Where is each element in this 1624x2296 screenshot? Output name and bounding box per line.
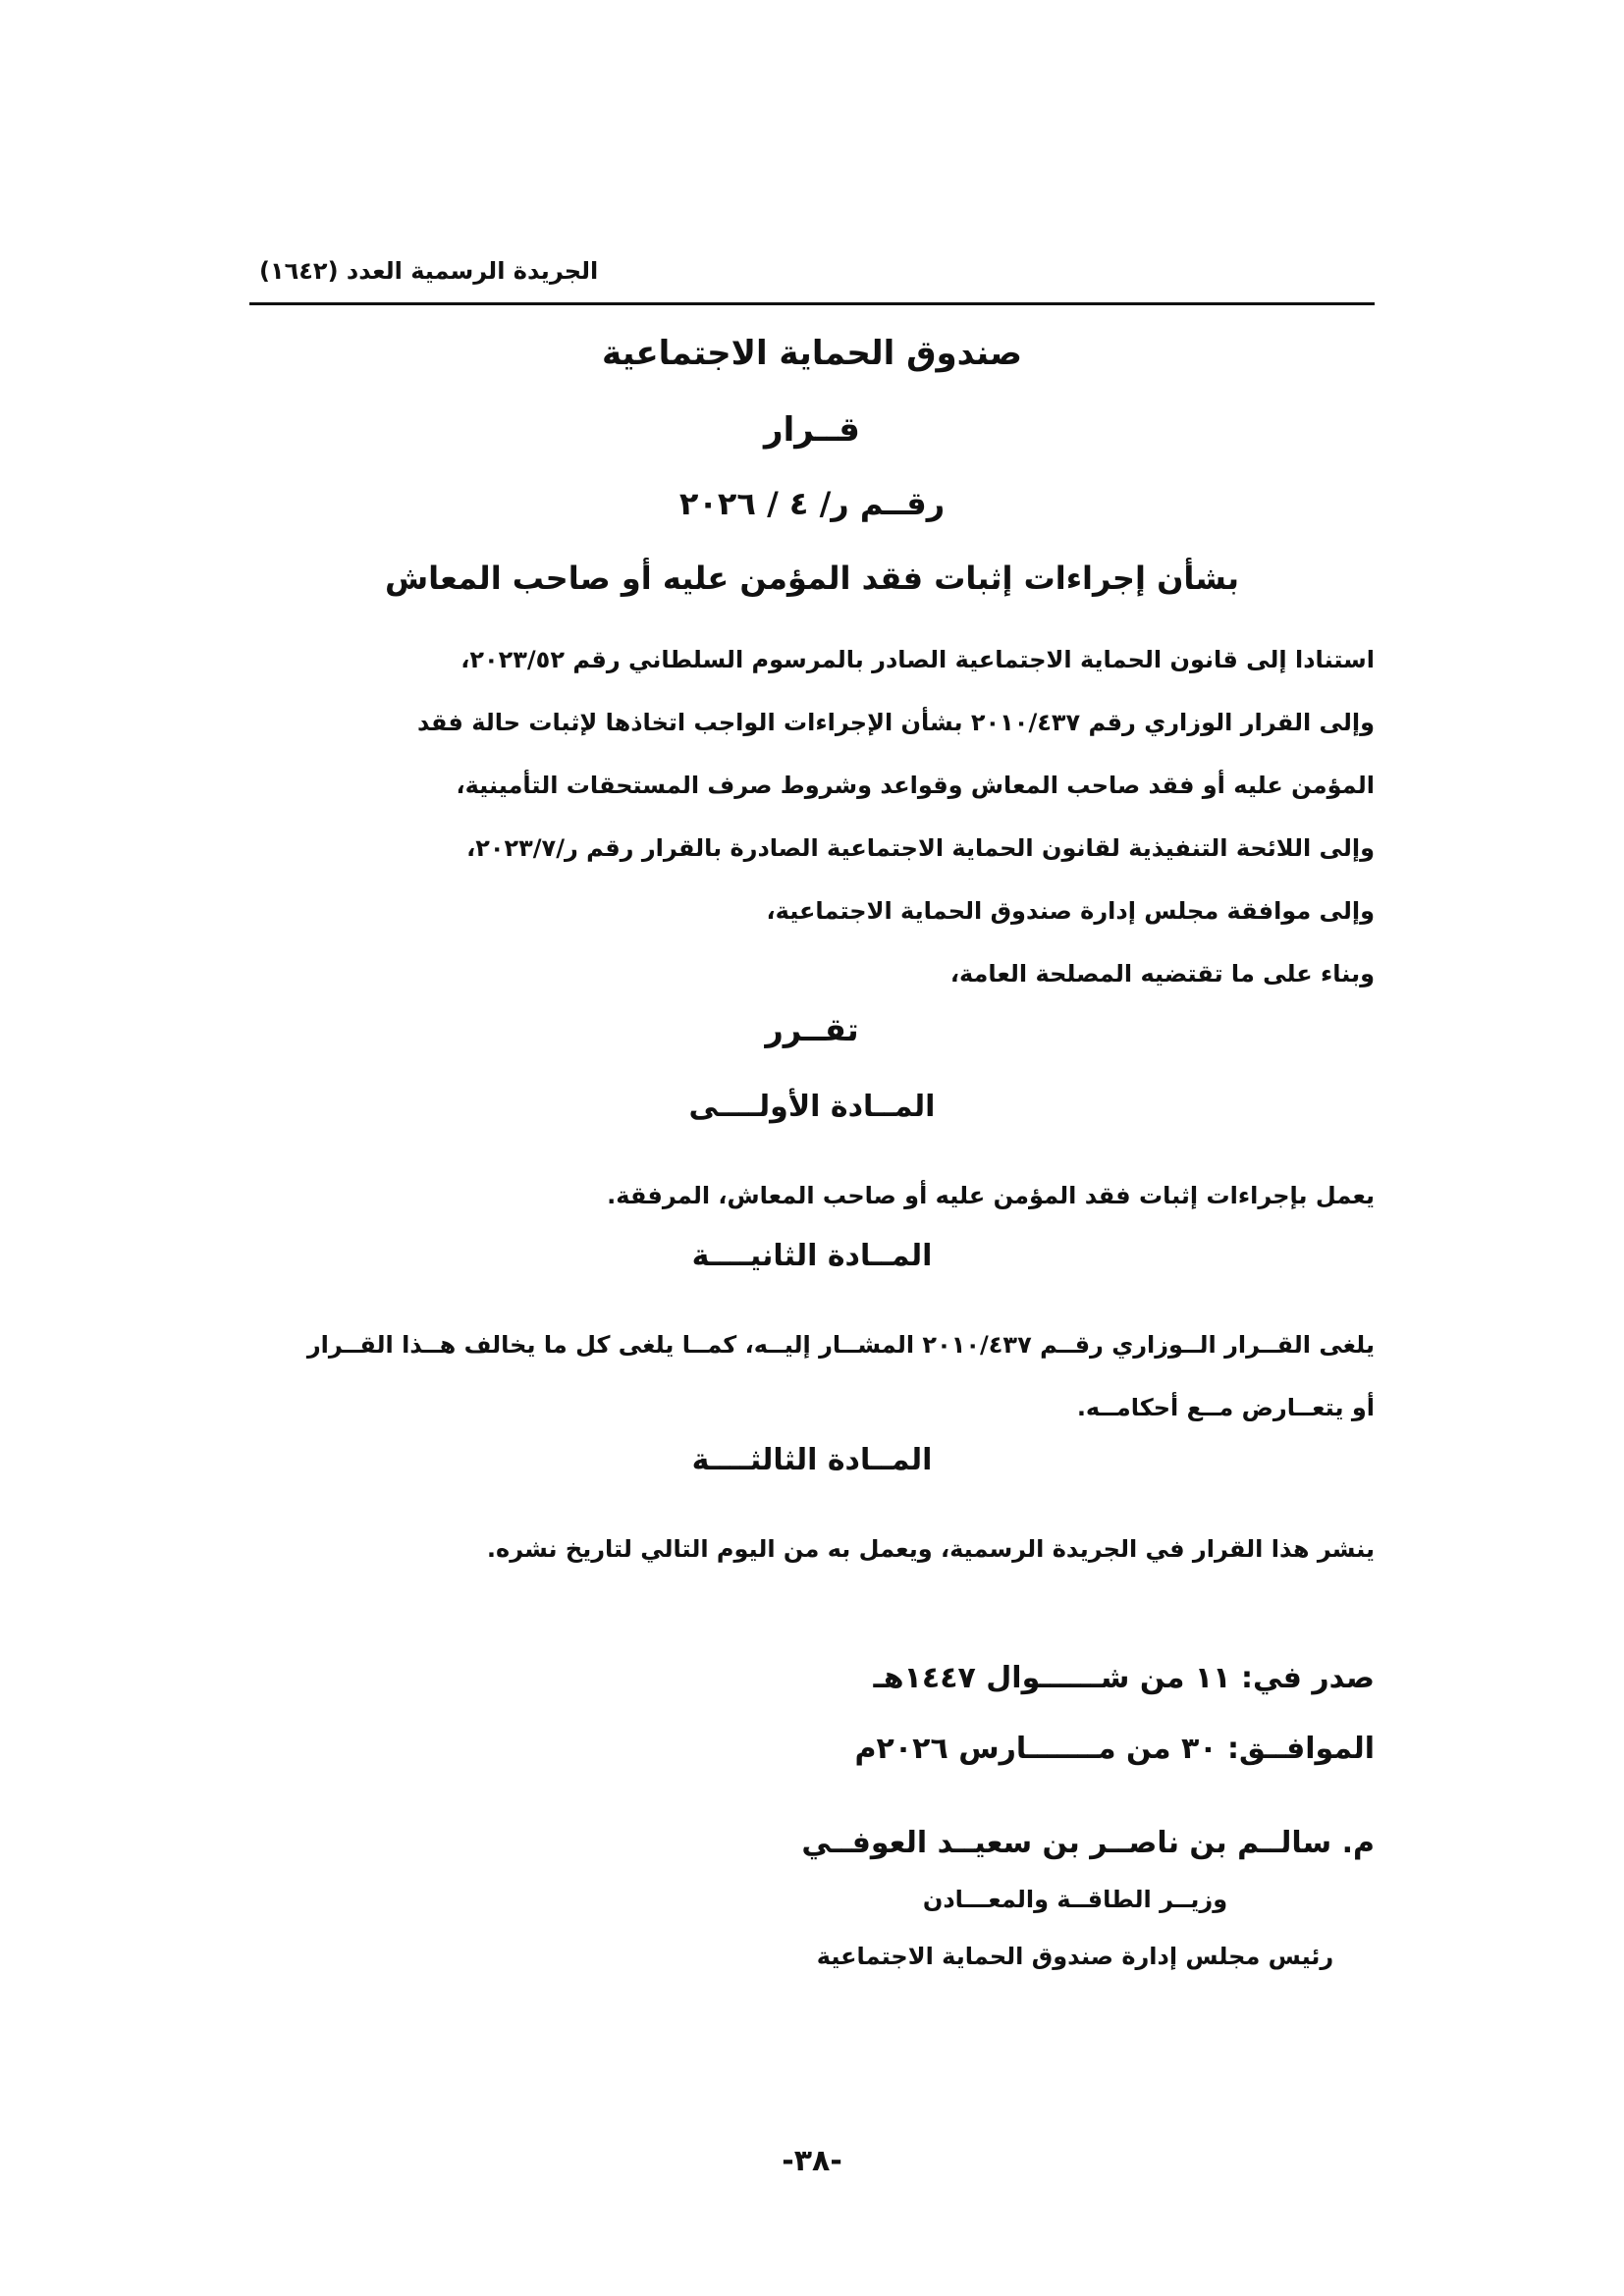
running-header-title: الجريدة الرسمية العدد (١٦٤٢) <box>259 257 599 285</box>
decision-word: قــرار <box>764 410 860 450</box>
preamble-line: المؤمن عليه أو فقد صاحب المعاش وقواعد وشروط صرف المستحقات التأمينية، <box>456 772 1375 799</box>
page-number: -٣٨- <box>782 2144 842 2178</box>
article-3-body <box>249 1518 1375 1580</box>
preamble <box>249 628 1375 1005</box>
issuer-title: صندوق الحماية الاجتماعية <box>601 334 1023 373</box>
signature-block <box>776 1816 1375 1985</box>
article-1-body <box>249 1164 1375 1227</box>
article-2-text-line: أو يتعــارض مــع أحكامــه. <box>1076 1394 1375 1421</box>
article-3-title: المــادة الثالثــــة <box>691 1443 933 1477</box>
issued-date: صدر في: ١١ من شــــــوال ١٤٤٧هـ <box>873 1661 1375 1695</box>
decision-subject: بشأن إجراءات إثبات فقد المؤمن عليه أو صاحب المعاش <box>384 560 1239 597</box>
decision-number: رقــم ر/ ٤ / ٢٠٢٦ <box>678 485 946 522</box>
article-3-text: ينشر هذا القرار في الجريدة الرسمية، ويعمل به من اليوم التالي لتاريخ نشره. <box>486 1535 1375 1563</box>
signatory-name: م. سالــم بن ناصــر بن سعيــد العوفــي <box>801 1826 1375 1860</box>
article-2-body <box>249 1313 1375 1439</box>
article-1-title: المــادة الأولــــى <box>688 1090 936 1124</box>
article-1-text: يعمل بإجراءات إثبات فقد المؤمن عليه أو صاحب المعاش، المرفقة. <box>607 1182 1375 1209</box>
preamble-line: وإلى موافقة مجلس إدارة صندوق الحماية الاجتماعية، <box>766 897 1375 925</box>
preamble-line: وبناء على ما تقتضيه المصلحة العامة، <box>949 960 1375 988</box>
running-header <box>249 257 1375 305</box>
signatory-role: رئيس مجلس إدارة صندوق الحماية الاجتماعية <box>816 1943 1334 1970</box>
corresponding-date: الموافــق: ٣٠ من مـــــــارس ٢٠٢٦م <box>854 1732 1375 1766</box>
preamble-line: استنادا إلى قانون الحماية الاجتماعية الصادر بالمرسوم السلطاني رقم ٢٠٢٣/٥٢، <box>460 646 1375 673</box>
article-2-text-line: يلغى القــرار الــوزاري رقــم ٢٠١٠/٤٣٧ المشــار إليــه، كمــا يلغى كل ما يخالف هــذا القــرار <box>306 1331 1375 1359</box>
preamble-line: وإلى القرار الوزاري رقم ٢٠١٠/٤٣٧ بشأن الإجراءات الواجب اتخاذها لإثبات حالة فقد <box>416 709 1375 736</box>
signatory-role: وزيــر الطاقــة والمعـــادن <box>922 1886 1228 1913</box>
article-2-title: المــادة الثانيــــة <box>691 1239 933 1273</box>
decides-heading: تقــرر <box>765 1011 859 1048</box>
preamble-line: وإلى اللائحة التنفيذية لقانون الحماية الاجتماعية الصادرة بالقرار رقم ر/٢٠٢٣/٧، <box>466 834 1375 862</box>
